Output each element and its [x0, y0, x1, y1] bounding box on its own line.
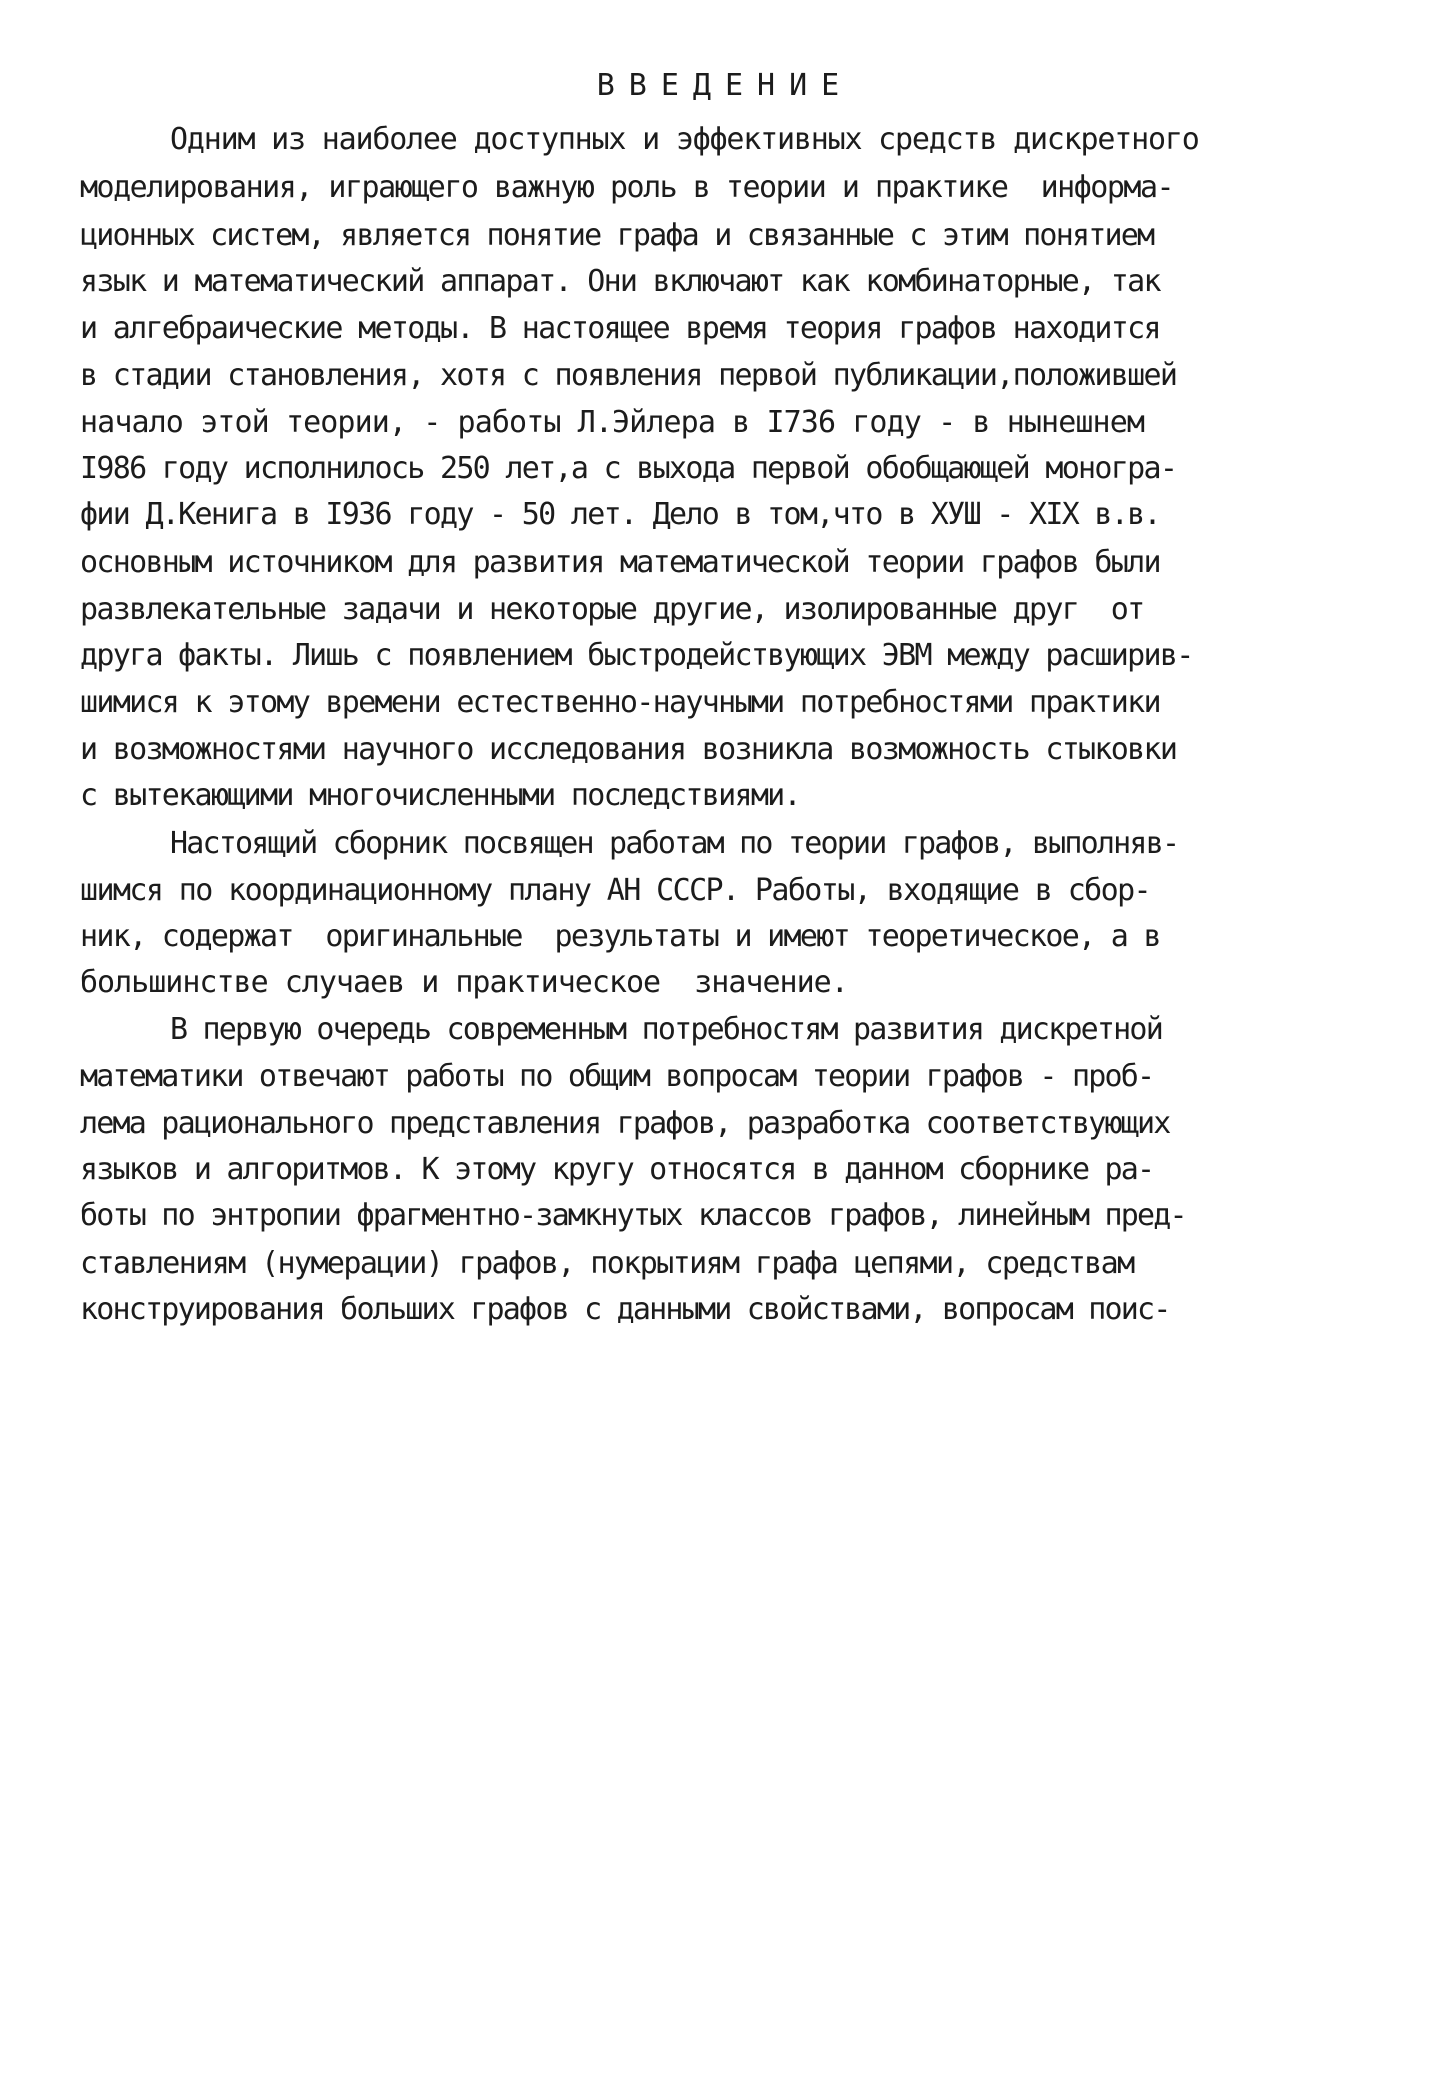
- text-line: друга факты. Лишь с появлением быстродействующих ЭВМ между расширив-: [80, 638, 1193, 673]
- text-line: с вытекающими многочисленными последствиями.: [80, 778, 800, 813]
- text-line: в стадии становления, хотя с появления первой публикации,положившей: [80, 358, 1177, 393]
- text-line: основным источником для развития математической теории графов были: [80, 545, 1160, 580]
- text-line: ник, содержат оригинальные результаты и имеют теоретическое, а в: [80, 919, 1160, 954]
- text-line: боты по энтропии фрагментно-замкнутых классов графов, линейным пред-: [80, 1198, 1186, 1233]
- text-line: ставлениям (нумерации) графов, покрытиям графа цепями, средствам: [80, 1246, 1134, 1281]
- text-line: шимся по координационному плану АН СССР. Работы, входящие в сбор-: [80, 873, 1150, 908]
- section-title: ВВЕДЕНИЕ: [596, 68, 854, 103]
- text-line: шимися к этому времени естественно-научными потребностями практики: [80, 685, 1160, 720]
- text-line: конструирования больших графов с данными свойствами, вопросам поис-: [80, 1292, 1170, 1327]
- text-line: развлекательные задачи и некоторые другие, изолированные друг от: [80, 592, 1144, 627]
- text-line: большинстве случаев и практическое значение.: [80, 965, 848, 1000]
- text-line: Настоящий сборник посвящен работам по теории графов, выполняв-: [170, 826, 1179, 861]
- text-line: язык и математический аппарат. Они включают как комбинаторные, так: [80, 264, 1160, 299]
- text-line: I986 году исполнилось 250 лет,а с выхода первой обобщающей моногра-: [80, 451, 1177, 486]
- text-line: В первую очередь современным потребностям развития дискретной: [170, 1012, 1162, 1047]
- text-line: ционных систем, является понятие графа и связанные с этим понятием: [80, 218, 1154, 253]
- text-line: языков и алгоритмов. К этому кругу относятся в данном сборнике ра-: [80, 1152, 1154, 1187]
- text-line: моделирования, играющего важную роль в теории и практике информа-: [80, 170, 1174, 205]
- text-line: и возможностями научного исследования возникла возможность стыковки: [80, 732, 1177, 767]
- text-line: и алгебраические методы. В настоящее время теория графов находится: [80, 311, 1160, 346]
- text-line: фии Д.Кенига в I936 году - 50 лет. Дело в том,что в ХУШ - XIX в.в.: [80, 497, 1160, 532]
- text-line: математики отвечают работы по общим вопросам теории графов - проб-: [80, 1059, 1154, 1094]
- text-line: начало этой теории, - работы Л.Эйлера в I736 году - в нынешнем: [80, 405, 1145, 440]
- text-line: Одним из наиболее доступных и эффективных средств дискретного: [170, 122, 1199, 157]
- text-line: лема рационального представления графов, разработка соответствующих: [80, 1106, 1170, 1141]
